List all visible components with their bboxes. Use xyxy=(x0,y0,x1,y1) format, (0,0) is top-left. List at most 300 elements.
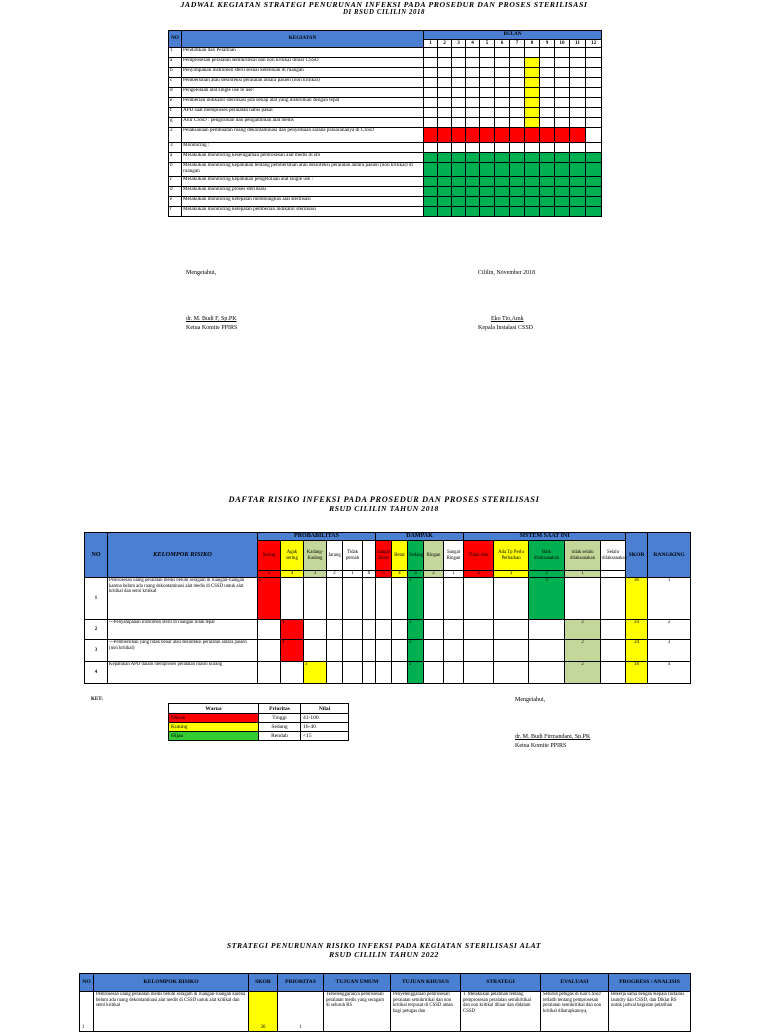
risk-sistem-cell xyxy=(601,620,626,640)
schedule-month-cell xyxy=(424,98,438,108)
schedule-month-cell xyxy=(555,118,570,128)
risk-dampak-value: 3 xyxy=(408,640,424,662)
schedule-month-cell xyxy=(452,68,466,78)
schedule-month-cell xyxy=(555,98,570,108)
schedule-month-cell xyxy=(510,143,525,153)
risk-group-dampak: DAMPAK xyxy=(376,533,464,541)
risk-dampak-score: 5 xyxy=(376,571,392,578)
risk-table xyxy=(84,532,691,684)
schedule-month-cell xyxy=(586,197,602,207)
schedule-month-cell xyxy=(570,163,586,177)
schedule-month-cell xyxy=(480,207,495,217)
schedule-month-cell xyxy=(495,98,510,108)
key-warna: Hijau xyxy=(169,732,259,741)
schedule-month-cell xyxy=(525,78,540,88)
schedule-month-cell xyxy=(466,88,480,98)
schedule-month-cell xyxy=(510,98,525,108)
schedule-row-activity: Pelaksanaan pembuatan ruang dekontaminasi dan penyediaan sarana prasarananya di CSSD xyxy=(182,128,424,143)
risk-prob-cell xyxy=(258,662,281,684)
risk-sistem-value: 2 xyxy=(565,662,601,684)
schedule-month-cell xyxy=(452,128,466,143)
risk-sistem-value: 2 xyxy=(565,620,601,640)
schedule-row-no: b xyxy=(169,163,182,177)
schedule-month-cell xyxy=(452,78,466,88)
risk-prob-cell xyxy=(281,578,304,620)
schedule-month-cell xyxy=(510,128,525,143)
schedule-month-cell xyxy=(525,88,540,98)
schedule-month-cell xyxy=(424,187,438,197)
risk-prob-cell xyxy=(327,578,343,620)
schedule-month-cell xyxy=(452,98,466,108)
schedule-month-cell xyxy=(586,187,602,197)
schedule-month-cell xyxy=(495,163,510,177)
schedule-month-cell xyxy=(452,187,466,197)
schedule-row xyxy=(169,98,602,108)
risk-prob-cell xyxy=(343,578,363,620)
risk-prob-col: Tidak pernah xyxy=(343,541,363,571)
risk-prob-score: 4 xyxy=(281,571,304,578)
schedule-month-cell xyxy=(525,177,540,187)
risk-row xyxy=(85,578,691,620)
risk-prob-col-blank xyxy=(363,541,376,571)
risk-group-probabilitas: PROBABILITAS xyxy=(258,533,376,541)
schedule-month-cell xyxy=(495,143,510,153)
key-nilai: 41-100 xyxy=(301,714,349,723)
key-prioritas: Rendah xyxy=(259,732,301,741)
schedule-month-cell xyxy=(424,128,438,143)
schedule-month-cell xyxy=(424,118,438,128)
schedule-month-cell xyxy=(540,207,555,217)
schedule-month-cell xyxy=(466,187,480,197)
key-prioritas: Sedang xyxy=(259,723,301,732)
schedule-month-cell xyxy=(570,98,586,108)
risk-col-no: NO xyxy=(85,533,108,578)
risk-prob-cell xyxy=(327,640,343,662)
risk-sistem-cell xyxy=(565,578,601,620)
schedule-row-no: a xyxy=(169,58,182,68)
schedule-month-cell xyxy=(480,197,495,207)
schedule-month-cell xyxy=(466,58,480,68)
schedule-row xyxy=(169,207,602,217)
schedule-row xyxy=(169,153,602,163)
risk-sistem-cell xyxy=(494,620,529,640)
risk-dampak-value: 3 xyxy=(408,662,424,684)
month-header-4: 4 xyxy=(466,40,480,48)
key-header: Nilai xyxy=(301,704,349,714)
schedule-row xyxy=(169,143,602,153)
schedule-row xyxy=(169,197,602,207)
schedule-month-cell xyxy=(424,177,438,187)
schedule-row-no: 1 xyxy=(169,48,182,58)
risk-row-no: 1 xyxy=(85,578,108,620)
schedule-month-cell xyxy=(480,98,495,108)
schedule-row-activity: Alur CSSD : pengiriman dan pengambilan alat medis xyxy=(182,118,424,128)
schedule-month-cell xyxy=(510,78,525,88)
schedule-month-cell xyxy=(424,78,438,88)
schedule-month-cell xyxy=(555,207,570,217)
month-header-7: 7 xyxy=(510,40,525,48)
schedule-month-cell xyxy=(540,88,555,98)
month-header-5: 5 xyxy=(480,40,495,48)
risk-prob-cell xyxy=(304,640,327,662)
strategy-title-line1: STRATEGI PENURUNAN RISIKO INFEKSI PADA KEGIATAN STERILISASI ALAT xyxy=(226,941,542,950)
risk-title-line2: RSUD CILILIN TAHUN 2018 xyxy=(329,504,439,513)
schedule-month-cell xyxy=(495,68,510,78)
schedule-month-cell xyxy=(570,207,586,217)
schedule-month-cell xyxy=(480,143,495,153)
schedule-month-cell xyxy=(466,48,480,58)
schedule-month-cell xyxy=(480,68,495,78)
risk-dampak-cell xyxy=(392,662,408,684)
risk-prob-cell xyxy=(363,620,376,640)
risk-sistem-cell xyxy=(464,578,494,620)
schedule-month-cell xyxy=(452,108,466,118)
schedule-month-cell xyxy=(510,88,525,98)
month-header-2: 2 xyxy=(438,40,452,48)
key-header: Prioritas xyxy=(259,704,301,714)
schedule-month-cell xyxy=(480,58,495,68)
risk-dampak-cell xyxy=(444,620,464,640)
schedule-month-cell xyxy=(555,177,570,187)
risk-sistem-score: 2 xyxy=(529,571,565,578)
schedule-month-cell xyxy=(438,78,452,88)
schedule-month-cell xyxy=(480,108,495,118)
schedule-row xyxy=(169,177,602,187)
schedule-row xyxy=(169,128,602,143)
strategy-skor: 36 xyxy=(249,992,278,1032)
schedule-month-cell xyxy=(586,128,602,143)
schedule-row-no: e xyxy=(169,98,182,108)
schedule-month-cell xyxy=(540,118,555,128)
risk-dampak-col: Ringan xyxy=(424,541,444,571)
schedule-month-cell xyxy=(466,128,480,143)
month-header-6: 6 xyxy=(495,40,510,48)
risk-dampak-score: 3 xyxy=(408,571,424,578)
schedule-month-cell xyxy=(438,143,452,153)
key-warna: Kuning xyxy=(169,723,259,732)
schedule-month-cell xyxy=(525,163,540,177)
schedule-month-cell xyxy=(555,48,570,58)
schedule-month-cell xyxy=(510,207,525,217)
schedule-row-activity: Melakukan monitoring keseragaman pemrosesan alat medis di RS xyxy=(182,153,424,163)
schedule-month-cell xyxy=(525,118,540,128)
schedule-month-cell xyxy=(424,58,438,68)
risk-prob-cell xyxy=(281,662,304,684)
strategy-header: KELOMPOK RISIKO xyxy=(94,974,249,992)
risk-col-skor: SKOR xyxy=(626,533,648,578)
risk-dampak-cell xyxy=(376,662,392,684)
risk-prob-cell xyxy=(343,662,363,684)
schedule-month-cell xyxy=(540,58,555,68)
schedule-month-cell xyxy=(555,68,570,78)
risk-dampak-cell xyxy=(444,578,464,620)
schedule-month-cell xyxy=(586,143,602,153)
schedule-month-cell xyxy=(480,88,495,98)
risk-dampak-cell xyxy=(376,578,392,620)
schedule-month-cell xyxy=(495,118,510,128)
schedule-month-cell xyxy=(540,163,555,177)
risk-prob-cell xyxy=(258,620,281,640)
risk-col-rangking: RANGKING xyxy=(648,533,691,578)
schedule-month-cell xyxy=(525,153,540,163)
risk-group-sistem: SISTEM SAAT INI xyxy=(464,533,626,541)
schedule-month-cell xyxy=(510,118,525,128)
schedule-month-cell xyxy=(495,128,510,143)
schedule-month-cell xyxy=(424,108,438,118)
schedule-month-cell xyxy=(424,48,438,58)
schedule-month-cell xyxy=(466,98,480,108)
risk-title xyxy=(0,495,768,513)
schedule-month-cell xyxy=(438,108,452,118)
risk-dampak-value: 3 xyxy=(408,620,424,640)
schedule-month-cell xyxy=(452,118,466,128)
schedule-row-no: e xyxy=(169,197,182,207)
schedule-month-cell xyxy=(555,108,570,118)
strategy-table xyxy=(79,973,691,1032)
schedule-month-cell xyxy=(570,58,586,68)
risk-prob-score: 5 xyxy=(258,571,281,578)
schedule-month-cell xyxy=(438,187,452,197)
strategy-tujuan-khusus: Penyelenggaraan pemrosesan peralatan semikritikal dan non kritikal terpusat di CSSD aman bagi petugas dan xyxy=(391,992,461,1032)
schedule-sig-right-label: Cililin, November 2018 xyxy=(478,270,536,276)
schedule-row xyxy=(169,58,602,68)
schedule-month-cell xyxy=(466,78,480,88)
risk-sistem-score: 1 xyxy=(565,571,601,578)
risk-dampak-cell xyxy=(392,640,408,662)
risk-row xyxy=(85,620,691,640)
risk-dampak-cell xyxy=(444,662,464,684)
schedule-sig-left-label: Mengetahui, xyxy=(186,270,217,276)
schedule-month-cell xyxy=(586,98,602,108)
schedule-row xyxy=(169,88,602,98)
schedule-month-cell xyxy=(495,58,510,68)
month-header-3: 3 xyxy=(452,40,466,48)
schedule-month-cell xyxy=(510,58,525,68)
schedule-month-cell xyxy=(438,128,452,143)
schedule-month-cell xyxy=(480,78,495,88)
schedule-row xyxy=(169,68,602,78)
strategy-header: PROGRESS / ANALISIS xyxy=(609,974,691,992)
schedule-month-cell xyxy=(510,187,525,197)
schedule-month-cell xyxy=(452,163,466,177)
schedule-month-cell xyxy=(570,108,586,118)
schedule-month-cell xyxy=(424,207,438,217)
schedule-month-cell xyxy=(495,78,510,88)
risk-dampak-score: 2 xyxy=(424,571,444,578)
risk-sistem-score-blank xyxy=(601,571,626,578)
schedule-month-cell xyxy=(586,177,602,187)
risk-prob-col: Jarang xyxy=(327,541,343,571)
risk-title-line1: DAFTAR RISIKO INFEKSI PADA PROSEDUR DAN PROSES STERILISASI xyxy=(228,495,540,504)
risk-sistem-cell xyxy=(464,620,494,640)
risk-dampak-cell xyxy=(424,578,444,620)
schedule-month-cell xyxy=(540,68,555,78)
key-header: Warna xyxy=(169,704,259,714)
schedule-month-cell xyxy=(555,78,570,88)
strategy-header: NO xyxy=(80,974,94,992)
risk-dampak-cell xyxy=(424,662,444,684)
schedule-month-cell xyxy=(586,68,602,78)
schedule-month-cell xyxy=(466,163,480,177)
schedule-row xyxy=(169,163,602,177)
schedule-sig-right-name: Eko Tio,Amk xyxy=(491,316,524,322)
schedule-month-cell xyxy=(438,48,452,58)
schedule-month-cell xyxy=(510,108,525,118)
risk-prob-cell xyxy=(327,620,343,640)
schedule-month-cell xyxy=(480,128,495,143)
schedule-month-cell xyxy=(586,48,602,58)
schedule-month-cell xyxy=(495,197,510,207)
risk-sistem-cell xyxy=(464,662,494,684)
schedule-month-cell xyxy=(438,207,452,217)
schedule-month-cell xyxy=(570,143,586,153)
key-row xyxy=(169,723,349,732)
schedule-month-cell xyxy=(480,48,495,58)
schedule-month-cell xyxy=(586,108,602,118)
schedule-month-cell xyxy=(466,143,480,153)
strategy-prioritas: 1 xyxy=(278,992,324,1032)
risk-dampak-cell xyxy=(424,640,444,662)
schedule-month-cell xyxy=(586,88,602,98)
schedule-month-cell xyxy=(466,118,480,128)
schedule-row xyxy=(169,187,602,197)
strategy-title xyxy=(0,941,768,959)
schedule-row-activity: Melakukan monitoring ketepatan membungkus alat sterilisasi xyxy=(182,197,424,207)
schedule-month-cell xyxy=(510,177,525,187)
schedule-month-cell xyxy=(438,68,452,78)
schedule-row-activity: Melakukan monitoring ketepatan pemberian indikator sterilisasi xyxy=(182,207,424,217)
risk-row xyxy=(85,662,691,684)
schedule-month-cell xyxy=(495,187,510,197)
schedule-sig-left-name: dr. M. Budi F, Sp.PK xyxy=(186,316,237,322)
risk-dampak-cell xyxy=(444,640,464,662)
risk-row-skor: 18 xyxy=(626,662,648,684)
schedule-month-cell xyxy=(525,68,540,78)
schedule-month-cell xyxy=(555,153,570,163)
schedule-month-cell xyxy=(452,207,466,217)
schedule-month-cell xyxy=(510,68,525,78)
strategy-header: SKOR xyxy=(249,974,278,992)
schedule-month-cell xyxy=(438,197,452,207)
risk-prob-value: 4 xyxy=(281,620,304,640)
schedule-row-no: 3 xyxy=(169,143,182,153)
risk-sistem-cell xyxy=(529,620,565,640)
risk-prob-value: 3 xyxy=(304,662,327,684)
risk-sistem-cell xyxy=(494,662,529,684)
risk-sistem-cell xyxy=(494,640,529,662)
schedule-row-no: b xyxy=(169,68,182,78)
schedule-row-no: g xyxy=(169,118,182,128)
schedule-month-cell xyxy=(510,197,525,207)
schedule-row-activity: Melakukan monitoring proses sterilisasi xyxy=(182,187,424,197)
schedule-month-cell xyxy=(540,98,555,108)
risk-sistem-cell xyxy=(529,640,565,662)
schedule-month-cell xyxy=(510,163,525,177)
month-header-12: 12 xyxy=(586,40,602,48)
schedule-row xyxy=(169,108,602,118)
risk-prob-cell xyxy=(363,662,376,684)
schedule-month-cell xyxy=(540,153,555,163)
risk-sistem-cell xyxy=(601,662,626,684)
schedule-month-cell xyxy=(480,163,495,177)
risk-dampak-value: 3 xyxy=(408,578,424,620)
risk-sistem-cell xyxy=(601,640,626,662)
month-header-9: 9 xyxy=(540,40,555,48)
risk-col-kelompok: KELOMPOK RISIKO xyxy=(108,533,258,578)
schedule-month-cell xyxy=(466,108,480,118)
schedule-month-cell xyxy=(586,78,602,88)
risk-prob-cell xyxy=(343,640,363,662)
strategy-kelompok: Pemrosesan ulang peralatan medis belum seragam di ruangan-ruangan karena belum ada ruang dekontaminasi alat medis di CSSD untuk alat kritikal dan semi kritikal xyxy=(94,992,249,1032)
schedule-row-activity: Penyimpanan instrumen steril sesuai ketentuan di ruangan xyxy=(182,68,424,78)
schedule-month-cell xyxy=(424,153,438,163)
schedule-month-cell xyxy=(540,108,555,118)
month-header-10: 10 xyxy=(555,40,570,48)
strategy-header: EVALUASI xyxy=(541,974,609,992)
schedule-month-cell xyxy=(570,128,586,143)
schedule-month-cell xyxy=(466,68,480,78)
schedule-month-cell xyxy=(570,78,586,88)
schedule-month-cell xyxy=(540,143,555,153)
schedule-month-cell xyxy=(570,88,586,98)
schedule-month-cell xyxy=(525,197,540,207)
schedule-month-cell xyxy=(452,88,466,98)
schedule-month-cell xyxy=(555,58,570,68)
strategy-title-line2: RSUD CILILIN TAHUN 2022 xyxy=(329,950,439,959)
risk-sistem-cell xyxy=(601,578,626,620)
schedule-month-cell xyxy=(480,177,495,187)
key-warna: Merah xyxy=(169,714,259,723)
strategy-progress: Bekerja sama dengan Kepala Instalasi laundry dan CSSD, dan Diklat RS untuk jadwal kegiatan pelatihan xyxy=(609,992,691,1032)
schedule-month-cell xyxy=(540,187,555,197)
risk-row-rank: 1 xyxy=(648,578,691,620)
risk-dampak-cell xyxy=(392,620,408,640)
risk-sistem-col: Tidak Ada xyxy=(464,541,494,571)
schedule-sig-right-role: Kepala Instalasi CSSD xyxy=(478,325,533,331)
risk-sistem-col: Baik dilaksanakan xyxy=(529,541,565,571)
risk-row-rank: 3 xyxy=(648,640,691,662)
schedule-month-cell xyxy=(480,118,495,128)
schedule-month-cell xyxy=(555,187,570,197)
schedule-col-no: NO xyxy=(169,31,182,48)
schedule-month-cell xyxy=(424,143,438,153)
schedule-month-cell xyxy=(480,187,495,197)
schedule-month-cell xyxy=(438,98,452,108)
schedule-month-cell xyxy=(452,153,466,163)
schedule-month-cell xyxy=(438,58,452,68)
risk-sig-label: Mengetahui, xyxy=(515,697,546,703)
risk-prob-cell xyxy=(343,620,363,640)
schedule-row-activity: Pengelolaan alat single use re use: xyxy=(182,88,424,98)
strategy-header: TUJUAN UMUM xyxy=(324,974,391,992)
risk-row-text: ---Pembersihan yang tidak benar atau desinfeksi peralatan antara pasien (non kritikal) xyxy=(108,640,258,662)
schedule-month-cell xyxy=(510,153,525,163)
schedule-row xyxy=(169,118,602,128)
schedule-month-cell xyxy=(510,48,525,58)
schedule-month-cell xyxy=(570,48,586,58)
schedule-month-cell xyxy=(525,143,540,153)
schedule-month-cell xyxy=(438,153,452,163)
risk-prob-cell xyxy=(258,640,281,662)
risk-key-label: KET: xyxy=(91,697,103,702)
risk-row-skor: 36 xyxy=(626,578,648,620)
schedule-row-activity: Melakukan monitoring kepatuhan tentang pembersihan atau desinfeksi peralatan antara pasien (non kritikal) di ruangan xyxy=(182,163,424,177)
schedule-row xyxy=(169,48,602,58)
risk-sig-role: Ketua Komite PPIRS xyxy=(515,743,567,749)
schedule-month-cell xyxy=(424,197,438,207)
schedule-month-cell xyxy=(555,143,570,153)
key-row xyxy=(169,732,349,741)
